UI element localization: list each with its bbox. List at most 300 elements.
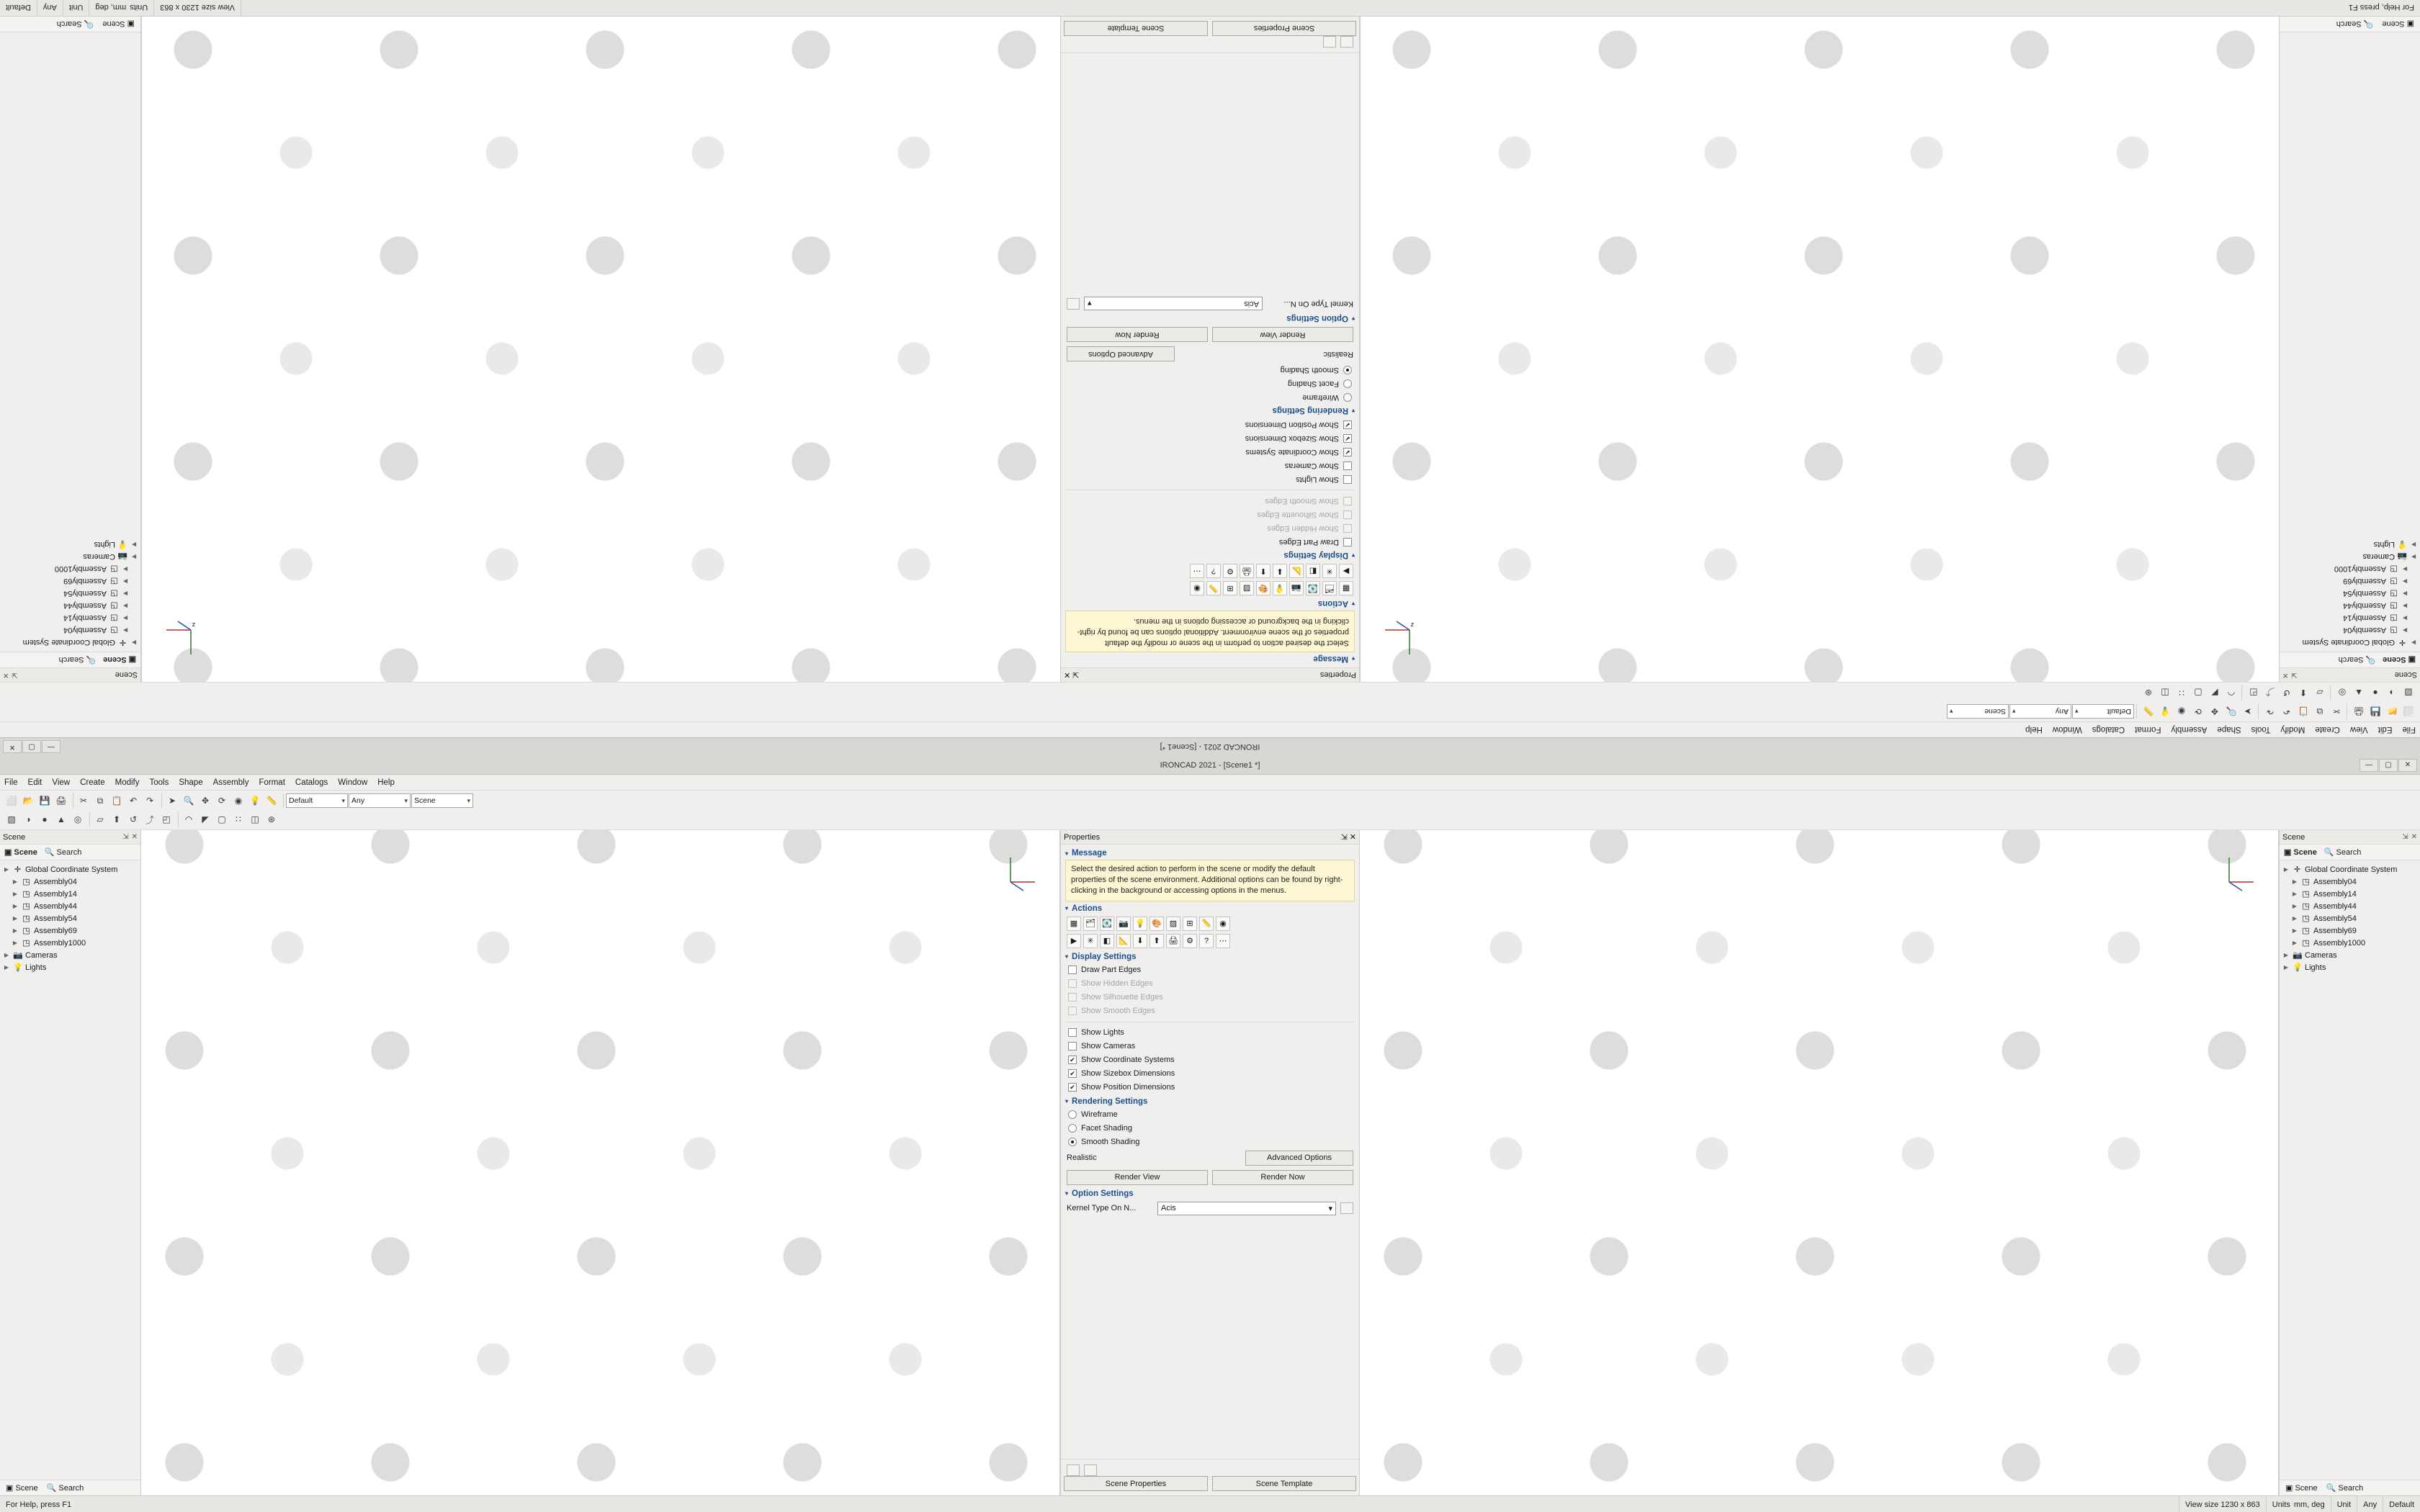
action-print-icon[interactable]: 🖨 [1166,934,1180,948]
action-light-icon[interactable]: 💡 [1133,917,1147,931]
footer-tab-scene[interactable]: ▣ Scene [2382,19,2414,28]
filter-select[interactable] [349,793,411,808]
section-display-settings-header-2[interactable] [1065,953,1356,961]
section-rendering-settings-header[interactable] [1064,406,1355,415]
scene-tree-right[interactable] [0,32,140,652]
tree-item-assembly04[interactable] [1,876,139,888]
action-light-icon[interactable]: 💡 [1273,581,1287,595]
render-icon[interactable]: ◉ [234,796,243,806]
menu-item-help[interactable]: Help [377,778,395,787]
show-position-dimensions-checkbox[interactable]: ✔ [1343,420,1352,429]
show-position-dimensions-checkbox[interactable]: ✔ [1068,1083,1077,1092]
filter-cell-2[interactable]: Any [2357,1496,2383,1512]
facet-shading-radio[interactable] [1343,379,1352,388]
draw-part-edges-row-2[interactable] [1064,963,1356,977]
actions-icon-row-1[interactable] [1064,580,1356,597]
default-cell[interactable]: Default [0,0,37,17]
show-sizebox-dimensions-checkbox[interactable]: ✔ [1068,1069,1077,1078]
action-properties-icon[interactable]: ⚙ [1223,564,1237,578]
chevron-right-icon[interactable]: ▶ [131,541,137,548]
menu-item-window[interactable]: Window [338,778,368,787]
tree-item-assembly14[interactable] [2281,888,2419,900]
action-import-icon[interactable]: ⬇ [1273,564,1287,578]
chevron-right-icon[interactable]: ▶ [2292,927,2298,934]
fillet-icon[interactable]: ◠ [184,814,193,824]
section-rendering-settings-header-2[interactable] [1065,1097,1356,1106]
tree-item-assembly14[interactable] [2281,612,2419,624]
shell-icon[interactable]: ▢ [218,814,226,824]
cut-icon[interactable]: ✂ [79,796,88,806]
chevron-right-icon[interactable]: ▶ [122,603,128,609]
orbit-icon[interactable]: ⟳ [2194,706,2202,716]
menu-item-create[interactable]: Create [2315,725,2340,734]
panel-close-icon[interactable]: ✕ [1349,833,1356,842]
paste-icon[interactable]: 📋 [2298,706,2309,716]
kernel-type-select[interactable] [1157,1202,1336,1215]
section-message-header[interactable] [1064,654,1355,663]
action-animate-icon[interactable]: ▶ [1067,934,1081,948]
action-section-icon[interactable]: ◧ [1306,564,1320,578]
tree-item-assembly54[interactable] [1,588,139,600]
render-icon[interactable]: ◉ [2177,706,2186,716]
sketch-icon[interactable]: ▱ [97,814,104,824]
chevron-right-icon[interactable]: ▶ [2283,866,2289,873]
action-more-icon[interactable]: ⋯ [1216,934,1230,948]
tree-item-assembly69[interactable] [2281,924,2419,937]
footer-tool-2-button[interactable] [1084,1464,1097,1476]
chevron-right-icon[interactable]: ▶ [2292,915,2298,922]
section-option-settings-header[interactable] [1064,314,1355,323]
chevron-right-icon[interactable]: ▶ [2402,603,2408,609]
footer-tool-1-button[interactable] [1067,1464,1080,1476]
tree-item-assembly54[interactable] [2281,912,2419,924]
new-icon[interactable]: ⬜ [6,796,17,806]
maximize-button[interactable]: ▢ [22,741,41,754]
footer-tool-2-button[interactable] [1323,36,1336,48]
sketch-icon[interactable]: ▱ [2316,688,2323,698]
scene-tree-right-2[interactable] [2280,860,2420,1480]
draw-part-edges-checkbox[interactable] [1343,538,1352,546]
tab-search[interactable] [45,847,82,857]
wireframe-row[interactable] [1064,390,1356,404]
menu-item-help[interactable]: Help [2025,725,2043,734]
panel-pin-icon[interactable]: ⇲ [12,671,18,679]
chevron-right-icon[interactable]: ▶ [4,952,9,958]
show-coordinate-systems-checkbox[interactable]: ✔ [1343,448,1352,456]
facet-shading-radio[interactable] [1068,1124,1077,1133]
units-cell[interactable] [89,0,154,17]
chevron-right-icon[interactable]: ▶ [2292,878,2298,885]
paste-icon[interactable]: 📋 [111,796,122,806]
chevron-right-icon[interactable]: ▶ [122,566,128,572]
action-export-icon[interactable]: ⬆ [1256,564,1270,578]
panel-close-icon[interactable]: ✕ [3,671,9,679]
action-section-icon[interactable]: ◧ [1100,934,1114,948]
tree-item-cameras[interactable] [2281,551,2419,563]
revolve-icon[interactable]: ↺ [2282,688,2291,698]
show-coordinate-systems-row-2[interactable] [1064,1053,1356,1067]
action-background-icon[interactable]: ▨ [1240,581,1254,595]
action-open-scene-icon[interactable]: 🗂 [1322,581,1337,595]
panel-close-icon[interactable]: ✕ [2282,671,2289,679]
box-icon[interactable]: ▧ [7,814,16,824]
tree-item-cameras[interactable] [1,949,139,961]
action-camera-icon[interactable]: 📷 [1116,917,1131,931]
chevron-right-icon[interactable]: ▶ [12,903,18,909]
pattern-icon[interactable]: ∷ [236,814,241,824]
menu-item-create[interactable]: Create [80,778,105,787]
boolean-icon[interactable]: ⊛ [267,814,276,824]
print-icon[interactable]: 🖨 [55,796,67,806]
open-icon[interactable]: 📂 [2386,706,2398,716]
default-cell-2[interactable]: Default [2383,1496,2420,1512]
show-cameras-row-2[interactable] [1064,1040,1356,1053]
wireframe-radio[interactable] [1343,393,1352,402]
show-cameras-checkbox[interactable] [1068,1042,1077,1050]
show-lights-row-2[interactable] [1064,1026,1356,1040]
action-explode-icon[interactable]: ✳ [1322,564,1337,578]
action-properties-icon[interactable]: ⚙ [1183,934,1197,948]
section-option-settings-header-2[interactable] [1065,1189,1356,1198]
tab-search-right[interactable] [59,655,97,665]
menu-item-edit[interactable]: Edit [2378,725,2393,734]
tree-item-assembly04[interactable] [2281,876,2419,888]
light-icon[interactable]: 💡 [2159,706,2171,716]
action-measure-icon[interactable]: 📐 [1289,564,1304,578]
show-sizebox-dimensions-checkbox[interactable]: ✔ [1343,434,1352,443]
show-lights-row[interactable] [1064,472,1356,486]
panel-pin-icon[interactable]: ⇲ [122,833,129,841]
scene-template-button[interactable]: Scene Template [1212,1476,1356,1491]
chevron-right-icon[interactable]: ▶ [12,878,18,885]
select-icon[interactable]: ➤ [2244,706,2252,716]
show-position-dimensions-row[interactable] [1064,418,1356,431]
box-icon[interactable]: ▧ [2404,688,2413,698]
tab-scene[interactable] [2383,655,2416,665]
chevron-right-icon[interactable]: ▶ [2402,566,2408,572]
torus-icon[interactable]: ◎ [73,814,82,824]
advanced-options-button[interactable]: Advanced Options [1067,346,1175,361]
tree-item-assembly04[interactable] [1,624,139,636]
unit-cell[interactable]: Unit [63,0,90,17]
tree-item-assembly44[interactable] [1,900,139,912]
save-icon[interactable]: 💾 [2370,706,2381,716]
action-units-icon[interactable]: 📏 [1199,917,1214,931]
sphere-icon[interactable]: ● [42,814,48,824]
zoom-icon[interactable]: 🔍 [2226,706,2237,716]
menu-item-file[interactable]: File [4,778,18,787]
action-animate-icon[interactable]: ▶ [1339,564,1353,578]
tree-item-assembly14[interactable] [1,612,139,624]
chevron-right-icon[interactable]: ▶ [131,639,137,646]
action-more-icon[interactable]: ⋯ [1190,564,1204,578]
footer-tab-search-right[interactable]: 🔍 Search [2326,1484,2364,1493]
panel-pin-icon[interactable]: ⇲ [1072,670,1080,679]
chamfer-icon[interactable]: ◤ [202,814,209,824]
style-select[interactable] [286,793,348,808]
kernel-type-more-button[interactable] [1067,298,1080,310]
properties-footer-buttons[interactable] [1064,21,1356,36]
action-camera-icon[interactable]: 📷 [1289,581,1304,595]
properties-footer-minibar[interactable] [1064,36,1356,50]
menu-item-shape[interactable]: Shape [2217,725,2241,734]
new-icon[interactable]: ⬜ [2403,706,2414,716]
render-now-button[interactable]: Render Now [1212,1170,1353,1185]
chevron-right-icon[interactable]: ▶ [12,891,18,897]
tree-item-cameras[interactable] [1,551,139,563]
show-cameras-row[interactable] [1064,459,1356,472]
smooth-shading-radio[interactable] [1068,1138,1077,1146]
menu-item-assembly[interactable]: Assembly [212,778,249,787]
open-icon[interactable]: 📂 [22,796,34,806]
extrude-icon[interactable]: ⬆ [2299,688,2308,698]
footer-tab-scene-right[interactable]: ▣ Scene [2285,1484,2318,1493]
tree-item-lights[interactable] [1,539,139,551]
pan-icon[interactable]: ✥ [2210,706,2219,716]
viewport-left-2[interactable] [141,830,1060,1495]
close-button[interactable]: ✕ [3,741,22,754]
tree-item-assembly69[interactable] [1,924,139,937]
chevron-right-icon[interactable]: ▶ [12,940,18,946]
wireframe-radio[interactable] [1068,1110,1077,1119]
cut-icon[interactable]: ✂ [2332,706,2341,716]
loft-icon[interactable]: ◰ [162,814,171,824]
menu-bar[interactable] [0,721,2420,737]
scene-tree[interactable] [2280,32,2420,652]
section-display-settings-header[interactable] [1064,551,1355,559]
action-new-scene-icon[interactable]: ▦ [1067,917,1081,931]
menu-item-format[interactable]: Format [259,778,285,787]
chevron-right-icon[interactable]: ▶ [122,590,128,597]
tab-search-right[interactable] [2324,847,2362,857]
copy-icon[interactable]: ⧉ [2316,706,2323,717]
chevron-right-icon[interactable]: ▶ [4,866,9,873]
panel-pin-icon[interactable]: ⇲ [2402,833,2408,841]
minimize-button[interactable]: — [42,741,60,754]
scene-browser-tabs-2[interactable] [0,845,140,860]
scene-browser-footer-tabs[interactable] [2280,17,2420,32]
properties-footer-minibar-2[interactable] [1064,1462,1356,1476]
actions-icon-row-1-2[interactable] [1064,915,1356,932]
action-render-icon[interactable]: ◉ [1190,581,1204,595]
chevron-right-icon[interactable]: ▶ [12,915,18,922]
menu-item-catalogs[interactable]: Catalogs [295,778,328,787]
window-controls[interactable] [3,741,60,754]
close-button[interactable]: ✕ [2398,759,2417,772]
chevron-right-icon[interactable]: ▶ [2283,964,2289,971]
menu-item-tools[interactable]: Tools [149,778,169,787]
layer-select[interactable] [411,793,473,808]
scene-properties-button[interactable]: Scene Properties [1212,21,1356,36]
cone-icon[interactable]: ▲ [2354,688,2363,698]
menu-item-modify[interactable]: Modify [115,778,140,787]
action-import-icon[interactable]: ⬇ [1133,934,1147,948]
chevron-right-icon[interactable]: ▶ [2402,615,2408,621]
minimize-button[interactable]: — [2360,759,2378,772]
fillet-icon[interactable]: ◠ [2227,688,2236,698]
chevron-right-icon[interactable]: ▶ [4,964,9,971]
viewport-right[interactable] [141,17,1060,682]
orbit-icon[interactable]: ⟳ [218,796,226,806]
tree-item-global-coordinate-system[interactable] [1,863,139,876]
action-units-icon[interactable]: 📏 [1206,581,1221,595]
layer-select[interactable] [1947,704,2009,719]
menu-item-window[interactable]: Window [2052,725,2082,734]
chevron-right-icon[interactable]: ▶ [2411,554,2416,560]
action-help-icon[interactable]: ? [1206,564,1221,578]
action-export-icon[interactable]: ⬆ [1150,934,1164,948]
render-buttons-row-2[interactable] [1064,1167,1356,1187]
chevron-right-icon[interactable]: ▶ [2402,627,2408,634]
tree-item-assembly54[interactable] [1,912,139,924]
action-render-icon[interactable]: ◉ [1216,917,1230,931]
actions-icon-row-2[interactable] [1064,562,1356,580]
tree-item-assembly1000[interactable] [2281,563,2419,575]
section-actions-header[interactable] [1064,599,1355,608]
facet-shading-row-2[interactable] [1064,1122,1356,1135]
light-icon[interactable]: 💡 [249,796,261,806]
panel-pin-icon[interactable]: ⇲ [1340,833,1348,842]
chevron-right-icon[interactable]: ▶ [2402,578,2408,585]
menu-item-format[interactable]: Format [2135,725,2161,734]
action-explode-icon[interactable]: ✳ [1083,934,1098,948]
tab-scene-right[interactable] [103,655,136,665]
panel-close-icon[interactable]: ✕ [131,833,138,841]
tree-item-global-coordinate-system[interactable] [1,636,139,649]
menu-item-view[interactable]: View [2349,725,2368,734]
mirror-icon[interactable]: ◫ [2161,688,2169,698]
window-controls-2[interactable] [2360,759,2417,772]
tree-item-lights[interactable] [2281,539,2419,551]
chevron-right-icon[interactable]: ▶ [2292,891,2298,897]
footer-tab-search[interactable]: 🔍 Search [2336,19,2374,28]
smooth-shading-radio[interactable] [1343,366,1352,374]
properties-footer-buttons-2[interactable] [1064,1476,1356,1491]
panel-pin-icon[interactable]: ⇲ [2291,671,2298,679]
section-message-header-2[interactable] [1065,849,1356,858]
chamfer-icon[interactable]: ◤ [2211,688,2218,698]
chevron-right-icon[interactable]: ▶ [2292,903,2298,909]
extrude-icon[interactable]: ⬆ [112,814,121,824]
action-material-icon[interactable]: 🎨 [1150,917,1164,931]
redo-icon[interactable]: ↷ [2266,706,2275,716]
chevron-right-icon[interactable]: ▶ [12,927,18,934]
show-coordinate-systems-row[interactable] [1064,445,1356,459]
revolve-icon[interactable]: ↺ [129,814,138,824]
menu-item-catalogs[interactable]: Catalogs [2092,725,2125,734]
viewport-right-2[interactable] [1360,830,2279,1495]
tree-item-assembly1000[interactable] [2281,937,2419,949]
chevron-right-icon[interactable]: ▶ [122,615,128,621]
action-save-scene-icon[interactable]: 💽 [1306,581,1320,595]
tree-item-assembly1000[interactable] [1,937,139,949]
unit-cell-2[interactable]: Unit [2331,1496,2357,1512]
action-open-scene-icon[interactable]: 🗂 [1083,917,1098,931]
scene-template-button[interactable]: Scene Template [1064,21,1208,36]
action-grid-icon[interactable]: ⊞ [1223,581,1237,595]
action-grid-icon[interactable]: ⊞ [1183,917,1197,931]
style-select[interactable] [2072,704,2134,719]
chevron-right-icon[interactable]: ▶ [122,578,128,585]
tab-scene-right[interactable] [2284,847,2317,857]
pattern-icon[interactable]: ∷ [2179,688,2184,698]
zoom-icon[interactable]: 🔍 [183,796,194,806]
scene-tree-2[interactable] [0,860,140,1480]
scene-browser-right-footer-tabs[interactable] [0,17,140,32]
footer-tab-search[interactable]: 🔍 Search [46,1484,84,1493]
filter-select[interactable] [2009,704,2071,719]
chevron-right-icon[interactable]: ▶ [2411,639,2416,646]
tree-item-assembly1000[interactable] [1,563,139,575]
render-buttons-row[interactable] [1064,325,1356,345]
filter-cell[interactable]: Any [37,0,63,17]
shell-icon[interactable]: ▢ [2194,688,2202,698]
scene-browser-right-tabs[interactable] [0,652,140,667]
advanced-options-button[interactable]: Advanced Options [1245,1151,1353,1166]
chevron-right-icon[interactable]: ▶ [2402,590,2408,597]
menu-item-edit[interactable]: Edit [27,778,42,787]
measure-icon[interactable]: 📏 [2143,706,2154,716]
tab-search[interactable] [2339,655,2376,665]
panel-close-icon[interactable]: ✕ [1064,670,1071,679]
tree-item-cameras[interactable] [2281,949,2419,961]
show-coordinate-systems-checkbox[interactable]: ✔ [1068,1056,1077,1064]
facet-shading-row[interactable] [1064,377,1356,390]
units-cell-2[interactable] [2266,1496,2331,1512]
panel-close-icon[interactable]: ✕ [2411,833,2417,841]
kernel-type-select[interactable] [1084,297,1263,310]
chevron-right-icon[interactable]: ▶ [131,554,137,560]
cylinder-icon[interactable]: ◑ [2389,688,2395,698]
select-icon[interactable]: ➤ [168,796,176,806]
loft-icon[interactable]: ◰ [2249,688,2258,698]
action-material-icon[interactable]: 🎨 [1256,581,1270,595]
menu-item-assembly[interactable]: Assembly [2171,725,2208,734]
tree-item-assembly44[interactable] [1,600,139,612]
kernel-type-more-button[interactable] [1340,1202,1353,1214]
action-print-icon[interactable]: 🖨 [1240,564,1254,578]
action-new-scene-icon[interactable]: ▦ [1339,581,1353,595]
measure-icon[interactable]: 📏 [266,796,277,806]
action-save-scene-icon[interactable]: 💽 [1100,917,1114,931]
tree-item-lights[interactable] [2281,961,2419,973]
smooth-shading-row[interactable] [1064,363,1356,377]
show-sizebox-dimensions-row[interactable] [1064,431,1356,445]
undo-icon[interactable]: ↶ [129,796,138,806]
tree-item-assembly44[interactable] [2281,600,2419,612]
sweep-icon[interactable]: ⤴ [2266,687,2275,698]
sweep-icon[interactable]: ⤴ [145,814,154,825]
chevron-right-icon[interactable]: ▶ [2411,541,2416,548]
torus-icon[interactable]: ◎ [2338,688,2347,698]
tree-item-global-coordinate-system[interactable] [2281,863,2419,876]
cone-icon[interactable]: ▲ [57,814,66,824]
chevron-right-icon[interactable]: ▶ [122,627,128,634]
action-background-icon[interactable]: ▨ [1166,917,1180,931]
copy-icon[interactable]: ⧉ [97,795,104,806]
tree-item-lights[interactable] [1,961,139,973]
chevron-right-icon[interactable]: ▶ [2283,952,2289,958]
footer-tool-1-button[interactable] [1340,36,1353,48]
render-now-button[interactable]: Render Now [1067,327,1208,342]
menu-item-file[interactable]: File [2402,725,2416,734]
scene-browser-tabs[interactable] [2280,652,2420,667]
menu-item-view[interactable]: View [52,778,71,787]
draw-part-edges-checkbox[interactable] [1068,966,1077,974]
render-view-button[interactable]: Render View [1067,1170,1208,1185]
undo-icon[interactable]: ↶ [2282,706,2291,716]
tree-item-assembly04[interactable] [2281,624,2419,636]
